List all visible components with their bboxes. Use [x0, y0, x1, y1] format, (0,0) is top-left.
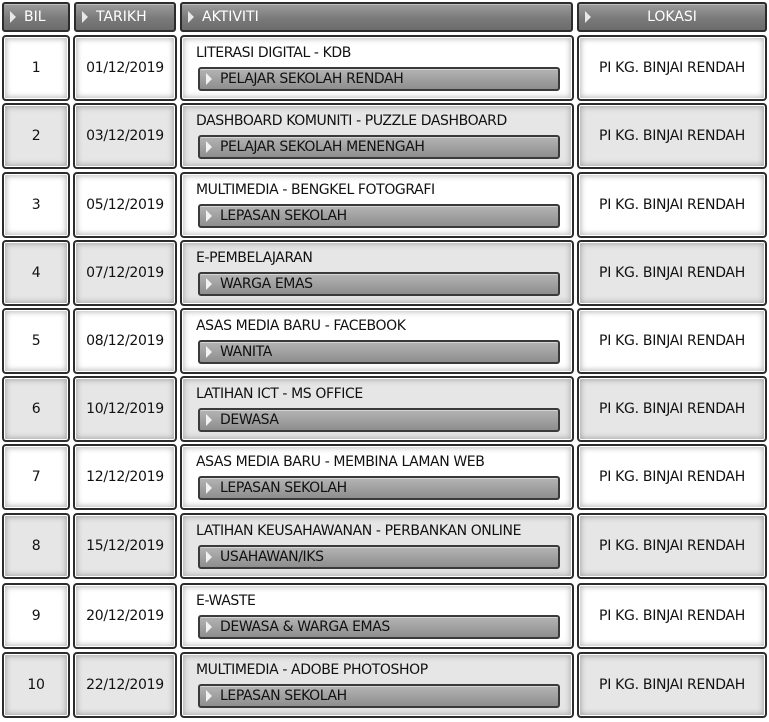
- tarikh-cell: [73, 513, 177, 579]
- lokasi-cell: [577, 583, 767, 649]
- aktiviti-title: MULTIMEDIA - ADOBE PHOTOSHOP: [196, 662, 428, 678]
- header-tarikh-label: TARIKH: [96, 9, 147, 25]
- lokasi-value: PI KG. BINJAI RENDAH: [599, 538, 745, 554]
- tarikh-cell: [73, 308, 177, 374]
- aktiviti-title: ASAS MEDIA BARU - MEMBINA LAMAN WEB: [196, 454, 485, 470]
- bil-cell: [2, 376, 70, 442]
- tag-arrow-icon: [206, 621, 212, 633]
- tag-arrow-icon: [206, 278, 212, 290]
- sasaran-tag: [198, 67, 560, 91]
- lokasi-value: PI KG. BINJAI RENDAH: [599, 469, 745, 485]
- bil-cell: [2, 35, 70, 101]
- aktiviti-cell: [180, 172, 574, 238]
- lokasi-cell: [577, 35, 767, 101]
- header-lokasi: [577, 2, 767, 32]
- lokasi-cell: [577, 103, 767, 169]
- tag-arrow-icon: [206, 210, 212, 222]
- tag-arrow-icon: [206, 346, 212, 358]
- sasaran-tag: [198, 408, 560, 432]
- lokasi-value: PI KG. BINJAI RENDAH: [599, 401, 745, 417]
- aktiviti-title: ASAS MEDIA BARU - FACEBOOK: [196, 318, 406, 334]
- tarikh-value: 07/12/2019: [86, 265, 164, 281]
- sasaran-tag: [198, 272, 560, 296]
- tarikh-cell: [73, 652, 177, 718]
- sasaran-tag: [198, 476, 560, 500]
- bil-cell: [2, 103, 70, 169]
- lokasi-cell: [577, 376, 767, 442]
- lokasi-cell: [577, 240, 767, 306]
- aktiviti-cell: [180, 103, 574, 169]
- aktiviti-cell: [180, 583, 574, 649]
- tarikh-value: 12/12/2019: [86, 469, 164, 485]
- sasaran-tag: [198, 135, 560, 159]
- sasaran-label: PELAJAR SEKOLAH MENENGAH: [220, 139, 425, 155]
- bil-cell: [2, 652, 70, 718]
- bil-cell: [2, 172, 70, 238]
- tarikh-cell: [73, 583, 177, 649]
- lokasi-value: PI KG. BINJAI RENDAH: [599, 265, 745, 281]
- bil-cell: [2, 583, 70, 649]
- tarikh-cell: [73, 376, 177, 442]
- aktiviti-cell: [180, 240, 574, 306]
- sasaran-label: LEPASAN SEKOLAH: [220, 208, 347, 224]
- sasaran-label: USAHAWAN/IKS: [220, 549, 324, 565]
- aktiviti-title: E-WASTE: [196, 593, 256, 609]
- aktiviti-title: DASHBOARD KOMUNITI - PUZZLE DASHBOARD: [196, 113, 507, 129]
- lokasi-cell: [577, 513, 767, 579]
- lokasi-value: PI KG. BINJAI RENDAH: [599, 128, 745, 144]
- aktiviti-title: MULTIMEDIA - BENGKEL FOTOGRAFI: [196, 182, 435, 198]
- bil-value: 9: [31, 608, 41, 624]
- tag-arrow-icon: [206, 482, 212, 494]
- header-arrow-icon: [585, 11, 591, 23]
- bil-cell: [2, 444, 70, 510]
- bil-value: 10: [27, 677, 45, 693]
- sasaran-label: DEWASA: [220, 412, 279, 428]
- tarikh-cell: [73, 35, 177, 101]
- tarikh-value: 15/12/2019: [86, 538, 164, 554]
- tarikh-cell: [73, 172, 177, 238]
- header-bil: [2, 2, 70, 32]
- tag-arrow-icon: [206, 141, 212, 153]
- aktiviti-cell: [180, 35, 574, 101]
- aktiviti-title: LITERASI DIGITAL - KDB: [196, 45, 351, 61]
- lokasi-cell: [577, 172, 767, 238]
- sasaran-tag: [198, 684, 560, 708]
- aktiviti-title: E-PEMBELAJARAN: [196, 250, 313, 266]
- bil-cell: [2, 513, 70, 579]
- tarikh-value: 01/12/2019: [86, 60, 164, 76]
- header-bil-label: BIL: [24, 9, 46, 25]
- aktiviti-cell: [180, 652, 574, 718]
- header-lokasi-label: LOKASI: [647, 9, 697, 25]
- bil-value: 3: [31, 197, 41, 213]
- bil-value: 8: [31, 538, 41, 554]
- sasaran-label: DEWASA & WARGA EMAS: [220, 619, 390, 635]
- tag-arrow-icon: [206, 73, 212, 85]
- bil-cell: [2, 308, 70, 374]
- aktiviti-title: LATIHAN ICT - MS OFFICE: [196, 386, 363, 402]
- tag-arrow-icon: [206, 551, 212, 563]
- lokasi-cell: [577, 308, 767, 374]
- lokasi-cell: [577, 444, 767, 510]
- header-aktiviti: [180, 2, 573, 32]
- bil-value: 5: [31, 333, 41, 349]
- lokasi-value: PI KG. BINJAI RENDAH: [599, 333, 745, 349]
- bil-value: 1: [31, 60, 41, 76]
- sasaran-label: LEPASAN SEKOLAH: [220, 688, 347, 704]
- tarikh-cell: [73, 444, 177, 510]
- bil-value: 6: [31, 401, 41, 417]
- tarikh-cell: [73, 240, 177, 306]
- lokasi-value: PI KG. BINJAI RENDAH: [599, 197, 745, 213]
- tarikh-value: 20/12/2019: [86, 608, 164, 624]
- tarikh-value: 05/12/2019: [86, 197, 164, 213]
- bil-value: 2: [31, 128, 41, 144]
- header-arrow-icon: [188, 11, 194, 23]
- tarikh-value: 10/12/2019: [86, 401, 164, 417]
- header-aktiviti-label: AKTIVITI: [202, 9, 259, 25]
- aktiviti-cell: [180, 444, 574, 510]
- tarikh-value: 22/12/2019: [86, 677, 164, 693]
- sasaran-label: WANITA: [220, 344, 272, 360]
- header-tarikh: [74, 2, 176, 32]
- lokasi-value: PI KG. BINJAI RENDAH: [599, 60, 745, 76]
- tag-arrow-icon: [206, 690, 212, 702]
- bil-value: 4: [31, 265, 41, 281]
- bil-value: 7: [31, 469, 41, 485]
- sasaran-tag: [198, 204, 560, 228]
- sasaran-tag: [198, 615, 560, 639]
- header-arrow-icon: [10, 11, 16, 23]
- sasaran-label: WARGA EMAS: [220, 276, 313, 292]
- sasaran-tag: [198, 545, 560, 569]
- aktiviti-cell: [180, 513, 574, 579]
- tarikh-value: 08/12/2019: [86, 333, 164, 349]
- aktiviti-cell: [180, 376, 574, 442]
- lokasi-value: PI KG. BINJAI RENDAH: [599, 608, 745, 624]
- tarikh-cell: [73, 103, 177, 169]
- aktiviti-title: LATIHAN KEUSAHAWANAN - PERBANKAN ONLINE: [196, 523, 522, 539]
- sasaran-label: PELAJAR SEKOLAH RENDAH: [220, 71, 404, 87]
- header-arrow-icon: [82, 11, 88, 23]
- tag-arrow-icon: [206, 414, 212, 426]
- bil-cell: [2, 240, 70, 306]
- sasaran-label: LEPASAN SEKOLAH: [220, 480, 347, 496]
- lokasi-value: PI KG. BINJAI RENDAH: [599, 677, 745, 693]
- lokasi-cell: [577, 652, 767, 718]
- sasaran-tag: [198, 340, 560, 364]
- aktiviti-cell: [180, 308, 574, 374]
- tarikh-value: 03/12/2019: [86, 128, 164, 144]
